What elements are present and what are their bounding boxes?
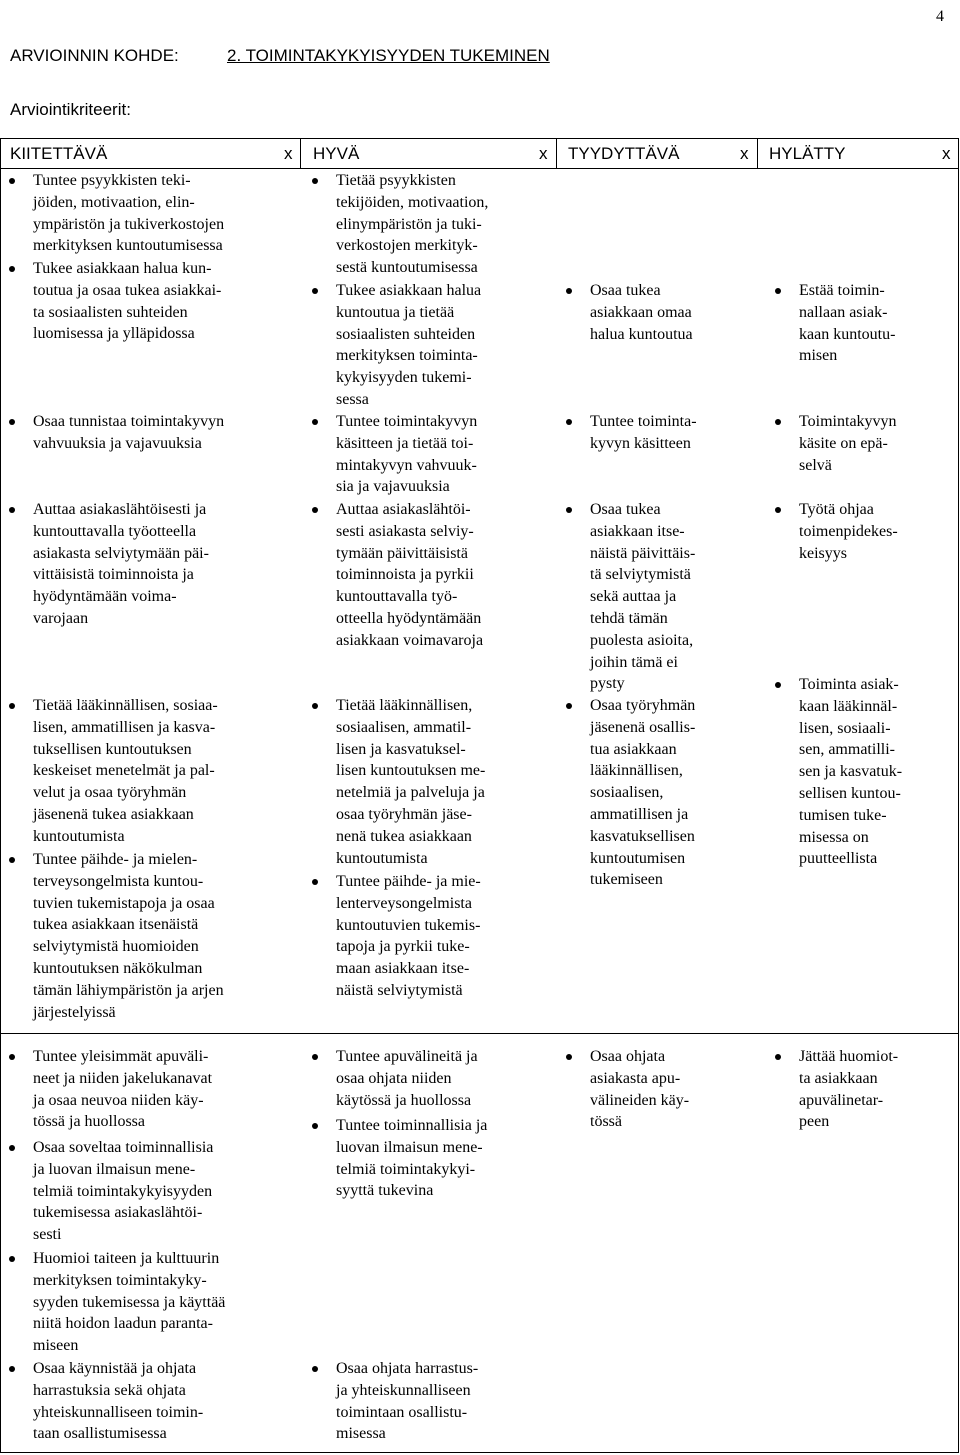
bullet-icon <box>9 178 15 184</box>
hyva-item: Tietää lääkinnällisen, sosiaalisen, ammatil- lisen ja kasvatuksel- lisen kuntoutuksen me- netelmiä ja palveluja ja osaa työryhmän jäse- nenä tukea asiakkaan kuntoutumista <box>303 695 558 869</box>
kiitettava-item: Tuntee psyykkisten teki- jöiden, motivaation, elin- ympäristön ja tukiverkostojen merkityksen kuntoutumisessa <box>0 170 300 257</box>
bullet-icon <box>312 419 318 425</box>
column-header-tyydyttava: TYYDYTTÄVÄ <box>568 144 680 163</box>
bullet-icon <box>312 1054 318 1060</box>
bullet-icon <box>312 879 318 885</box>
bullet-icon <box>312 288 318 294</box>
kiitettava-item: Osaa tunnistaa toimintakyvyn vahvuuksia ja vajavuuksia <box>0 411 300 455</box>
bullet-icon <box>9 1256 15 1262</box>
bullet-icon <box>312 507 318 513</box>
bullet-icon <box>312 178 318 184</box>
bullet-icon <box>566 288 572 294</box>
hylatty-item: Toiminta asiak- kaan lääkinnäl- lisen, sosiaali- sen, ammatilli- sen ja kasvatuk- sellisen kuntou- tumisen tuke- misessa on puutteellista <box>766 674 958 870</box>
page-number: 4 <box>936 8 944 25</box>
kiitettava-item: Huomioi taiteen ja kulttuurin merkityksen toimintakyky- syyden tukemisessa ja käyttää niitä hoidon laadun paranta- miseen <box>0 1248 300 1357</box>
section-divider <box>0 1033 959 1034</box>
hyva-item: Tuntee toimintakyvyn käsitteen ja tietää toi- mintakyvyn vahvuuk- sia ja vajavuuksia <box>303 411 558 498</box>
hylatty-item: Toimintakyvyn käsite on epä- selvä <box>766 411 958 476</box>
bullet-icon <box>566 419 572 425</box>
hylatty-item: Työtä ohjaa toimenpidekes- keisyys <box>766 499 958 564</box>
column-header-hylatty: HYLÄTTY <box>769 144 846 163</box>
criteria-label: Arviointikriteerit: <box>10 100 131 119</box>
tyydyttava-item: Osaa työryhmän jäsenenä osallis- tua asiakkaan lääkinnällisen, sosiaalisen, ammatillisen ja kasvatuksellisen kuntoutumisen tukemiseen <box>557 695 759 891</box>
bullet-icon <box>312 1123 318 1129</box>
kiitettava-item: Tukee asiakkaan halua kun- toutua ja osaa tukea asiakkai- ta sosiaalisten suhteiden luomisessa ja ylläpidossa <box>0 258 300 345</box>
bullet-icon <box>312 703 318 709</box>
column-divider <box>300 138 301 169</box>
hyva-item: Tuntee toiminnallisia ja luovan ilmaisun mene- telmiä toimintakykyi- syyttä tukevina <box>303 1115 558 1202</box>
bullet-icon <box>566 1054 572 1060</box>
tyydyttava-item: Osaa tukea asiakkaan omaa halua kuntoutua <box>557 280 759 345</box>
tyydyttava-item: Tuntee toiminta- kyvyn käsitteen <box>557 411 759 455</box>
hyva-item: Auttaa asiakaslähtöi- sesti asiakasta selviy- tymään päivittäisistä toiminnoista ja pyrkii kuntouttavalla työ- otteella hyödyntämään asiakkaan voimavaroja <box>303 499 558 652</box>
kiitettava-item: Tuntee päihde- ja mielen- terveysongelmista kuntou- tuvien tukemistapoja ja osaa tukea asiakkaan itsenäistä selviytymistä huomioiden kuntoutuksen näkökulman tämän lähiympäristön ja arjen järjestelyissä <box>0 849 300 1023</box>
bullet-icon <box>9 857 15 863</box>
header-row-divider <box>0 168 959 169</box>
bullet-icon <box>312 1366 318 1372</box>
column-header-hyva: HYVÄ <box>313 144 360 163</box>
assessment-target-label: ARVIOINNIN KOHDE: <box>10 46 179 65</box>
kiitettava-item: Osaa soveltaa toiminnallisia ja luovan ilmaisun mene- telmiä toimintakykyisyyden tukemisessa asiakaslähtöi- sesti <box>0 1137 300 1246</box>
column-mark-hylatty: x <box>942 144 951 163</box>
column-divider <box>556 138 557 169</box>
hyva-item: Osaa ohjata harrastus- ja yhteiskunnalliseen toimintaan osallistu- misessa <box>303 1358 558 1445</box>
kiitettava-item: Tuntee yleisimmät apuväli- neet ja niiden jakelukanavat ja osaa neuvoa niiden käy- tössä ja huollossa <box>0 1046 300 1133</box>
column-divider <box>757 138 758 169</box>
hyva-item: Tuntee päihde- ja mie- lenterveysongelmista kuntoutuvien tukemis- tapoja ja pyrkii tuke- maan asiakkaan itse- näistä selviytymistä <box>303 871 558 1002</box>
hyva-item: Tukee asiakkaan halua kuntoutua ja tietää sosiaalisten suhteiden merkityksen toiminta- kykyisyyden tukemi- sessa <box>303 280 558 411</box>
bullet-icon <box>775 507 781 513</box>
bullet-icon <box>9 1366 15 1372</box>
bullet-icon <box>9 507 15 513</box>
kiitettava-item: Osaa käynnistää ja ohjata harrastuksia sekä ohjata yhteiskunnalliseen toimin- taan osallistumisessa <box>0 1358 300 1445</box>
hylatty-item: Jättää huomiot- ta asiakkaan apuvälinetar- peen <box>766 1046 958 1133</box>
bullet-icon <box>9 419 15 425</box>
bullet-icon <box>9 703 15 709</box>
hylatty-item: Estää toimin- nallaan asiak- kaan kuntoutu- misen <box>766 280 958 367</box>
bullet-icon <box>775 419 781 425</box>
bullet-icon <box>566 507 572 513</box>
column-mark-tyydyttava: x <box>740 144 749 163</box>
bullet-icon <box>775 682 781 688</box>
tyydyttava-item: Osaa ohjata asiakasta apu- välineiden käy- tössä <box>557 1046 759 1133</box>
hyva-item: Tietää psyykkisten tekijöiden, motivaation, elinympäristön ja tuki- verkostojen merkityk- sestä kuntoutumisessa <box>303 170 558 279</box>
assessment-target-title: 2. TOIMINTAKYKYISYYDEN TUKEMINEN <box>227 46 550 65</box>
bullet-icon <box>775 1054 781 1060</box>
bullet-icon <box>9 1145 15 1151</box>
hyva-item: Tuntee apuvälineitä ja osaa ohjata niiden käytössä ja huollossa <box>303 1046 558 1111</box>
kiitettava-item: Tietää lääkinnällisen, sosiaa- lisen, ammatillisen ja kasva- tuksellisen kuntoutuksen keskeiset menetelmät ja pal- velut ja osaa työryhmän jäsenenä tukea asiakkaan kuntoutumista <box>0 695 300 848</box>
kiitettava-item: Auttaa asiakaslähtöisesti ja kuntouttavalla työotteella asiakasta selviytymään päi- vittäisistä toiminnoista ja hyödyntämään voima- varojaan <box>0 499 300 630</box>
bullet-icon <box>566 703 572 709</box>
column-header-kiitettava: KIITETTÄVÄ <box>10 144 108 163</box>
bullet-icon <box>775 288 781 294</box>
tyydyttava-item: Osaa tukea asiakkaan itse- näistä päivittäis- tä selviytymistä sekä auttaa ja tehdä tämän puolesta asioita, joihin tämä ei pysty <box>557 499 759 695</box>
bullet-icon <box>9 266 15 272</box>
column-mark-hyva: x <box>539 144 548 163</box>
column-mark-kiitettava: x <box>284 144 293 163</box>
bullet-icon <box>9 1054 15 1060</box>
